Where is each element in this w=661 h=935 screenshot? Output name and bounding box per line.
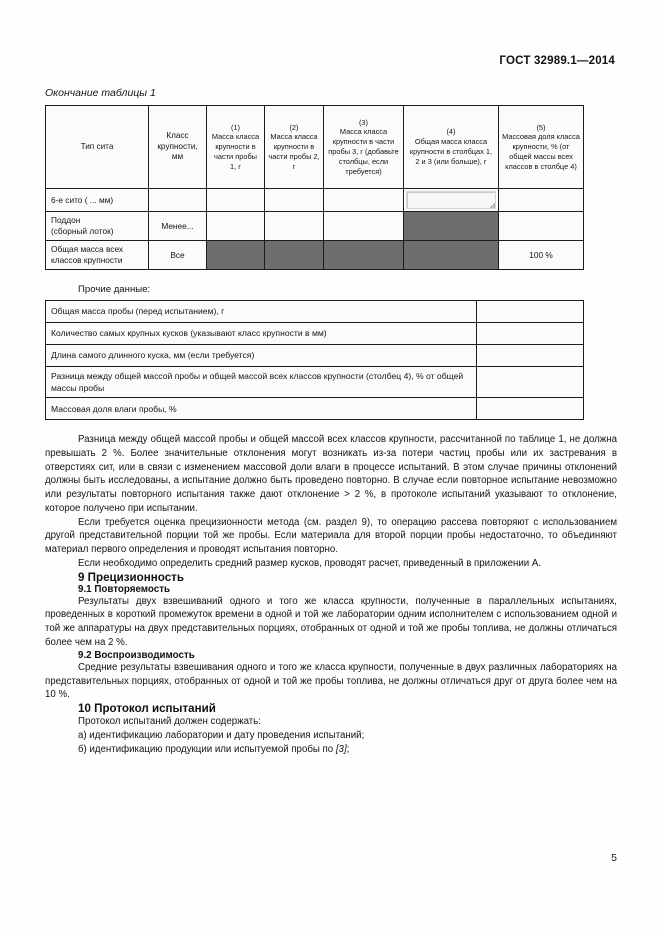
resize-handle-icon[interactable] <box>490 203 495 208</box>
table-row <box>46 345 584 367</box>
other-row-value-total-mass[interactable] <box>477 301 584 323</box>
list-item-b <box>45 743 617 757</box>
row-label-pan: Поддон (сборный лоток) <box>46 212 149 241</box>
other-row-value-longest-piece[interactable] <box>477 345 584 367</box>
heading-section-9-1: 9.1 Повторяемость <box>78 583 171 595</box>
table-row <box>46 398 584 420</box>
row-label-sieve6: 6-е сито ( ... мм) <box>46 189 149 212</box>
header-col-5: (5) Массовая доля класса крупности, % (от общей массы всех классов в столбце 4) <box>499 106 584 189</box>
header-col-4: (4) Общая масса класса крупности в столбцах 1, 2 и 3 (или больше), г <box>404 106 499 189</box>
other-row-label-total-mass: Общая масса пробы (перед испытанием), г <box>46 301 477 323</box>
page-content <box>45 55 617 757</box>
header-size-class: Класс крупности, мм <box>149 106 207 189</box>
other-row-label-difference: Разница между общей массой пробы и общей массой всех классов крупности (столбец 4), % от общей массы пробы <box>46 367 477 398</box>
other-row-label-largest-count: Количество самых крупных кусков (указывают класс крупности в мм) <box>46 323 477 345</box>
other-row-label-moisture: Массовая доля влаги пробы, % <box>46 398 477 420</box>
other-data-label: Прочие данные: <box>78 284 151 295</box>
paragraph-repeatability: Результаты двух взвешиваний одного и того же класса крупности, полученные в параллельных испытаниях, проведенных в короткий промежуток времени в одной и той же лаборатории одним исполнителем с использованием одной и той же аппаратуры на двух представительных порциях, отобранных от одной и той же пробы топлива, не должны отличаться более чем на 2 %. <box>45 595 617 649</box>
table-row <box>46 323 584 345</box>
list-item-b-suffix: ; <box>346 744 350 756</box>
heading-section-10: 10 Протокол испытаний <box>78 702 216 716</box>
other-row-value-largest-count[interactable] <box>477 323 584 345</box>
other-row-label-longest-piece: Длина самого длинного куска, мм (если требуется) <box>46 345 477 367</box>
table-row <box>46 189 584 212</box>
cell-mass-fraction[interactable] <box>499 189 584 212</box>
standard-header: ГОСТ 32989.1—2014 <box>499 55 615 67</box>
table-row <box>46 367 584 398</box>
cell-mass-fraction[interactable] <box>499 212 584 241</box>
cell-mass-portion-1[interactable] <box>207 189 265 212</box>
other-data-table <box>45 300 584 420</box>
cell-total-percent: 100 % <box>499 241 584 270</box>
header-col-3: (3) Масса класса крупности в части пробы 3, г (добавьте столбцы, если требуется) <box>324 106 404 189</box>
body-text-block <box>45 433 617 571</box>
cell-total-mass-blocked <box>404 241 499 270</box>
table-body <box>46 189 584 270</box>
header-col-2: (2) Масса класса крупности в части пробы 2, г <box>265 106 324 189</box>
table-row <box>46 241 584 270</box>
other-row-value-difference[interactable] <box>477 367 584 398</box>
cell-mass-portion-1[interactable] <box>207 212 265 241</box>
cell-total-mass-input[interactable] <box>404 189 499 212</box>
cell-mass-portion-2[interactable] <box>265 212 324 241</box>
row-label-total: Общая масса всех классов крупности <box>46 241 149 270</box>
paragraph-report-intro: Протокол испытаний должен содержать: <box>78 716 261 728</box>
cell-mass-portion-3[interactable] <box>324 189 404 212</box>
page-number: 5 <box>611 852 617 864</box>
heading-section-9: 9 Прецизионность <box>78 570 184 584</box>
table-caption: Окончание таблицы 1 <box>45 87 156 99</box>
list-item-a: а) идентификацию лаборатории и дату проведения испытаний; <box>78 730 365 742</box>
cell-mass-portion-3-blocked <box>324 241 404 270</box>
form-field-box <box>406 191 496 209</box>
paragraph-reproducibility: Средние результаты взвешивания одного и того же класса крупности, полученные в двух различных лабораториях на представительных порциях, отобранных от одной и той же пробы топлива, не должны отличаться друг от друга более чем на 10 %. <box>45 661 617 701</box>
cell-size-class-all: Все <box>149 241 207 270</box>
cell-total-mass-blocked <box>404 212 499 241</box>
table-header-row <box>46 106 584 189</box>
cell-mass-portion-1-blocked <box>207 241 265 270</box>
cell-mass-portion-2-blocked <box>265 241 324 270</box>
heading-section-9-2: 9.2 Воспроизводимость <box>78 649 195 661</box>
list-item-b-text: б) идентификацию продукции или испытуемой пробы по <box>78 744 336 756</box>
other-row-value-moisture[interactable] <box>477 398 584 420</box>
cell-size-class[interactable] <box>149 189 207 212</box>
paragraph-average-size: Если необходимо определить средний размер кусков, проводят расчет, приведенный в приложении А. <box>78 557 542 569</box>
cell-mass-portion-3[interactable] <box>324 212 404 241</box>
grading-table <box>45 105 584 270</box>
paragraph-precision-note: Если требуется оценка прецизионности метода (см. раздел 9), то операцию рассева повторяют с использованием другой представительной порции той же пробы. Если материала для второй порции пробы недостаточно, то объединяют материал первого определения и проводят испытания повторно. <box>45 516 617 556</box>
cell-mass-portion-2[interactable] <box>265 189 324 212</box>
table-row <box>46 212 584 241</box>
header-sieve-type: Тип сита <box>46 106 149 189</box>
header-col-1: (1) Масса класса крупности в части пробы 1, г <box>207 106 265 189</box>
paragraph-difference: Разница между общей массой пробы и общей массой всех классов крупности, рассчитанной по таблице 1, не должна превышать 2 %. Более значительные отклонения могут возникать из-за потери частиц пробы или их застревания в отверстиях сит, или в связи с изменением массовой доли влаги в процессе испытаний. В этом случае причины отклонений должны быть исследованы, а испытание должно быть проведено повторно. В случае если повторное испытание невозможно или результаты повторного испытания также дают отклонение > 2 %, в протоколе испытаний указывают то отклонение, которое получено при испытании. <box>45 434 617 514</box>
cell-size-class[interactable]: Менее... <box>149 212 207 241</box>
table-row <box>46 301 584 323</box>
table-head <box>46 106 584 189</box>
list-item-b-reference: [3] <box>335 744 347 756</box>
